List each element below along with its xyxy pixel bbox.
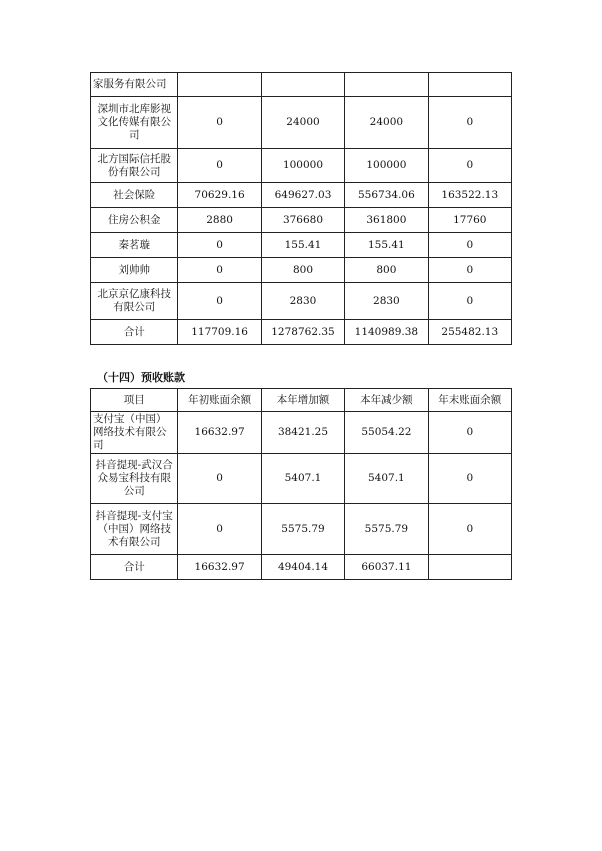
total-row — [91, 555, 512, 580]
table-row — [91, 233, 512, 258]
table-row — [91, 454, 512, 504]
cell-decrease: 556734.06 — [345, 183, 428, 208]
cell-closing — [428, 555, 511, 580]
cell-opening: 0 — [178, 454, 261, 504]
cell-opening: 117709.16 — [178, 320, 261, 345]
total-row — [91, 320, 512, 345]
cell-increase: 155.41 — [261, 233, 344, 258]
row-name: 合计 — [91, 555, 178, 580]
row-name: 秦茗璇 — [91, 233, 178, 258]
row-name: 家服务有限公司 — [91, 73, 178, 97]
cell-opening: 70629.16 — [178, 183, 261, 208]
table-header-row — [91, 389, 512, 412]
cell-increase: 1278762.35 — [261, 320, 344, 345]
row-name: 刘帅帅 — [91, 258, 178, 283]
table-row — [91, 258, 512, 283]
cell-decrease: 2830 — [345, 283, 428, 320]
cell-increase: 376680 — [261, 208, 344, 233]
column-header: 项目 — [91, 389, 178, 412]
cell-closing: 0 — [428, 258, 511, 283]
cell-increase: 38421.25 — [261, 412, 344, 454]
cell-closing: 0 — [428, 412, 511, 454]
cell-closing: 0 — [428, 283, 511, 320]
row-name: 住房公积金 — [91, 208, 178, 233]
column-header: 年末账面余额 — [428, 389, 511, 412]
cell-closing: 255482.13 — [428, 320, 511, 345]
cell-increase: 2830 — [261, 283, 344, 320]
row-name: 合计 — [91, 320, 178, 345]
column-header: 本年减少额 — [345, 389, 428, 412]
cell-opening: 0 — [178, 233, 261, 258]
cell-closing — [428, 73, 511, 97]
table-row — [91, 149, 512, 183]
cell-decrease: 155.41 — [345, 233, 428, 258]
cell-closing: 163522.13 — [428, 183, 511, 208]
table-row — [91, 283, 512, 320]
table-row — [91, 504, 512, 555]
cell-opening: 0 — [178, 504, 261, 555]
cell-decrease: 800 — [345, 258, 428, 283]
advance-receipts-table — [90, 388, 512, 580]
column-header: 年初账面余额 — [178, 389, 261, 412]
cell-increase: 5407.1 — [261, 454, 344, 504]
cell-opening: 16632.97 — [178, 555, 261, 580]
cell-closing: 0 — [428, 504, 511, 555]
cell-decrease: 1140989.38 — [345, 320, 428, 345]
table-row — [91, 412, 512, 454]
cell-opening — [178, 73, 261, 97]
table-row — [91, 97, 512, 149]
cell-increase: 24000 — [261, 97, 344, 149]
cell-decrease: 100000 — [345, 149, 428, 183]
table-row — [91, 183, 512, 208]
cell-increase: 800 — [261, 258, 344, 283]
cell-closing: 0 — [428, 233, 511, 258]
row-name: 北方国际信托股份有限公司 — [91, 149, 178, 183]
cell-increase: 649627.03 — [261, 183, 344, 208]
cell-increase: 49404.14 — [261, 555, 344, 580]
cell-increase — [261, 73, 344, 97]
cell-opening: 0 — [178, 258, 261, 283]
other-payables-table-continued — [90, 72, 512, 345]
cell-decrease: 5575.79 — [345, 504, 428, 555]
table-row — [91, 73, 512, 97]
cell-closing: 0 — [428, 454, 511, 504]
row-name: 深圳市北库影视文化传媒有限公司 — [91, 97, 178, 149]
cell-decrease: 361800 — [345, 208, 428, 233]
row-name: 北京京亿康科技有限公司 — [91, 283, 178, 320]
cell-opening: 16632.97 — [178, 412, 261, 454]
row-name: 抖音提现-武汉合众易宝科技有限公司 — [91, 454, 178, 504]
cell-opening: 0 — [178, 149, 261, 183]
cell-closing: 17760 — [428, 208, 511, 233]
table-row — [91, 208, 512, 233]
row-name: 社会保险 — [91, 183, 178, 208]
cell-closing: 0 — [428, 149, 511, 183]
cell-opening: 0 — [178, 283, 261, 320]
cell-decrease: 66037.11 — [345, 555, 428, 580]
cell-decrease: 24000 — [345, 97, 428, 149]
cell-increase: 100000 — [261, 149, 344, 183]
cell-increase: 5575.79 — [261, 504, 344, 555]
row-name: 支付宝（中国）网络技术有限公司 — [91, 412, 178, 454]
cell-decrease — [345, 73, 428, 97]
cell-decrease: 55054.22 — [345, 412, 428, 454]
cell-opening: 0 — [178, 97, 261, 149]
section-title: （十四）预收账款 — [97, 371, 185, 384]
cell-decrease: 5407.1 — [345, 454, 428, 504]
cell-closing: 0 — [428, 97, 511, 149]
column-header: 本年增加额 — [261, 389, 344, 412]
cell-opening: 2880 — [178, 208, 261, 233]
row-name: 抖音提现-支付宝（中国）网络技术有限公司 — [91, 504, 178, 555]
